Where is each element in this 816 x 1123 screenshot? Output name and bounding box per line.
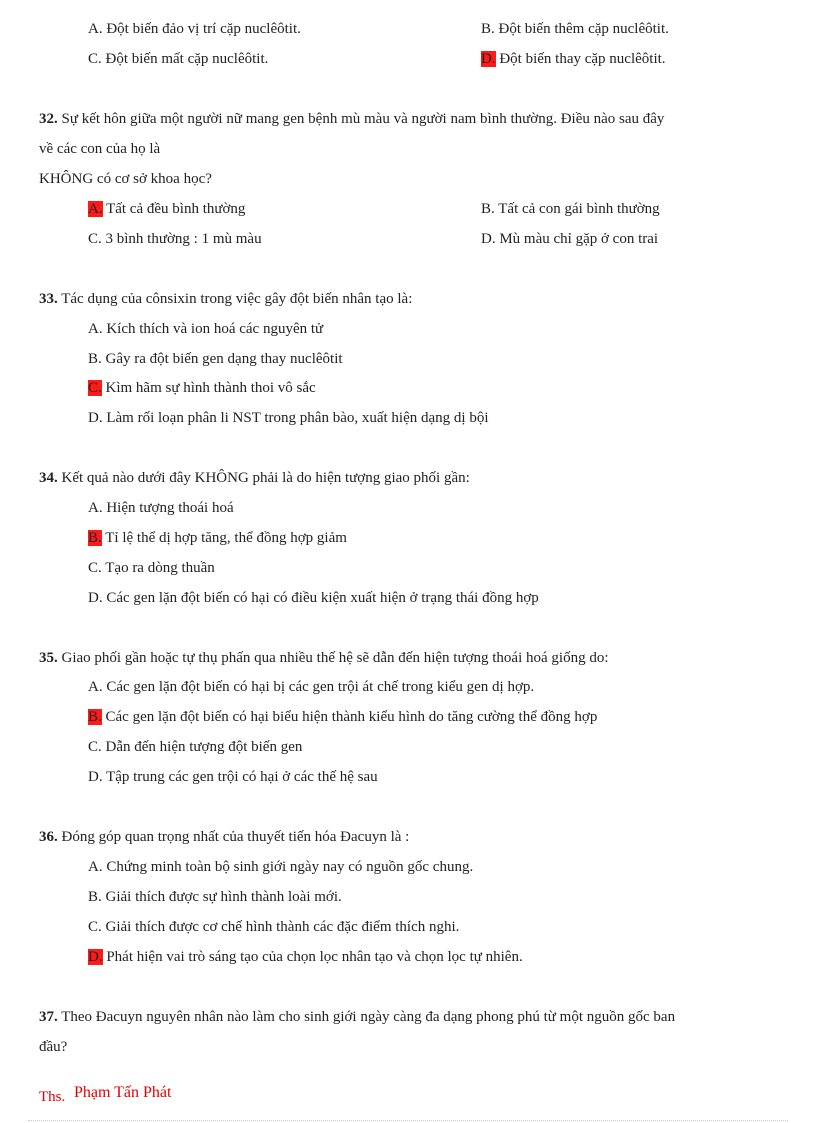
question-37-text-line2: đầu?: [39, 1039, 68, 1055]
question-number: 37.: [39, 1009, 58, 1025]
footer-divider: [28, 1120, 788, 1121]
answer-option: B. Giải thích được sự hình thành loài mới.: [88, 889, 342, 905]
question-number: 35.: [39, 650, 58, 666]
correct-answer-highlight: B.: [88, 530, 102, 546]
question-number: 32.: [39, 111, 58, 127]
answer-option: D. Tập trung các gen trội có hại ở các thế hệ sau: [88, 769, 378, 785]
question-36-text: 36. Đóng góp quan trọng nhất của thuyết tiến hóa Đacuyn là :: [39, 829, 410, 845]
question-number: 34.: [39, 470, 58, 486]
answer-option: A. Đột biến đảo vị trí cặp nuclêôtit.: [88, 21, 301, 37]
answer-option-correct: A. Tất cả đều bình thường: [88, 201, 246, 217]
answer-option: A. Các gen lặn đột biến có hại bị các gen trội át chế trong kiểu gen dị hợp.: [88, 679, 535, 695]
answer-option-correct: B. Tỉ lệ thể dị hợp tăng, thể đồng hợp giảm: [88, 530, 347, 546]
correct-answer-highlight: C.: [88, 380, 102, 396]
answer-option: C. Dẫn đến hiện tượng đột biến gen: [88, 739, 303, 755]
answer-option-correct: D. Phát hiện vai trò sáng tạo của chọn lọc nhân tạo và chọn lọc tự nhiên.: [88, 949, 523, 965]
answer-option: D. Mù màu chỉ gặp ở con trai: [481, 231, 659, 247]
question-32-text: 32. Sự kết hôn giữa một người nữ mang gen bệnh mù màu và người nam bình thường. Điều nào sau đây: [39, 111, 665, 127]
question-35-text: 35. Giao phối gần hoặc tự thụ phấn qua nhiều thế hệ sẽ dẫn đến hiện tượng thoái hoá giống do:: [39, 650, 609, 666]
answer-option: C. Đột biến mất cặp nuclêôtit.: [88, 51, 269, 67]
answer-option: B. Đột biến thêm cặp nuclêôtit.: [481, 21, 669, 37]
correct-answer-highlight: B.: [88, 709, 102, 725]
answer-option: D. Làm rối loạn phân li NST trong phân bào, xuất hiện dạng dị bội: [88, 410, 489, 426]
answer-option: A. Kích thích và ion hoá các nguyên tử: [88, 321, 324, 337]
question-number: 33.: [39, 291, 58, 307]
question-32-text-line3: KHÔNG có cơ sở khoa học?: [39, 171, 212, 187]
answer-option-correct: D. Đột biến thay cặp nuclêôtit.: [481, 51, 666, 67]
answer-option: A. Chứng minh toàn bộ sinh giới ngày nay có nguồn gốc chung.: [88, 859, 474, 875]
answer-option: B. Gây ra đột biến gen dạng thay nuclêôtit: [88, 351, 343, 367]
author-title: Ths.: [39, 1089, 66, 1105]
author-name: Phạm Tấn Phát: [74, 1084, 172, 1101]
question-number: 36.: [39, 829, 58, 845]
answer-option: D. Các gen lặn đột biến có hại có điều kiện xuất hiện ở trạng thái đồng hợp: [88, 590, 539, 606]
answer-option: C. Giải thích được cơ chế hình thành các đặc điểm thích nghi.: [88, 919, 460, 935]
correct-answer-highlight: A.: [88, 201, 103, 217]
answer-option: B. Tất cả con gái bình thường: [481, 201, 660, 217]
question-33-text: 33. Tác dụng của cônsixin trong việc gây đột biến nhân tạo là:: [39, 291, 413, 307]
correct-answer-highlight: D.: [88, 949, 103, 965]
answer-option: C. 3 bình thường : 1 mù màu: [88, 231, 262, 247]
question-37-text: 37. Theo Đacuyn nguyên nhân nào làm cho sinh giới ngày càng đa dạng phong phú từ một nguồn gốc ban: [39, 1009, 676, 1025]
correct-answer-highlight: D.: [481, 51, 496, 67]
answer-option: A. Hiện tượng thoái hoá: [88, 500, 234, 516]
answer-option-correct: B. Các gen lặn đột biến có hại biểu hiện thành kiểu hình do tăng cường thể đồng hợp: [88, 709, 598, 725]
question-32-text-line2: về các con của họ là: [39, 141, 161, 157]
question-34-text: 34. Kết quả nào dưới đây KHÔNG phải là do hiện tượng giao phối gần:: [39, 470, 470, 486]
answer-option-correct: C. Kìm hãm sự hình thành thoi vô sắc: [88, 380, 316, 396]
answer-option: C. Tạo ra dòng thuần: [88, 560, 215, 576]
